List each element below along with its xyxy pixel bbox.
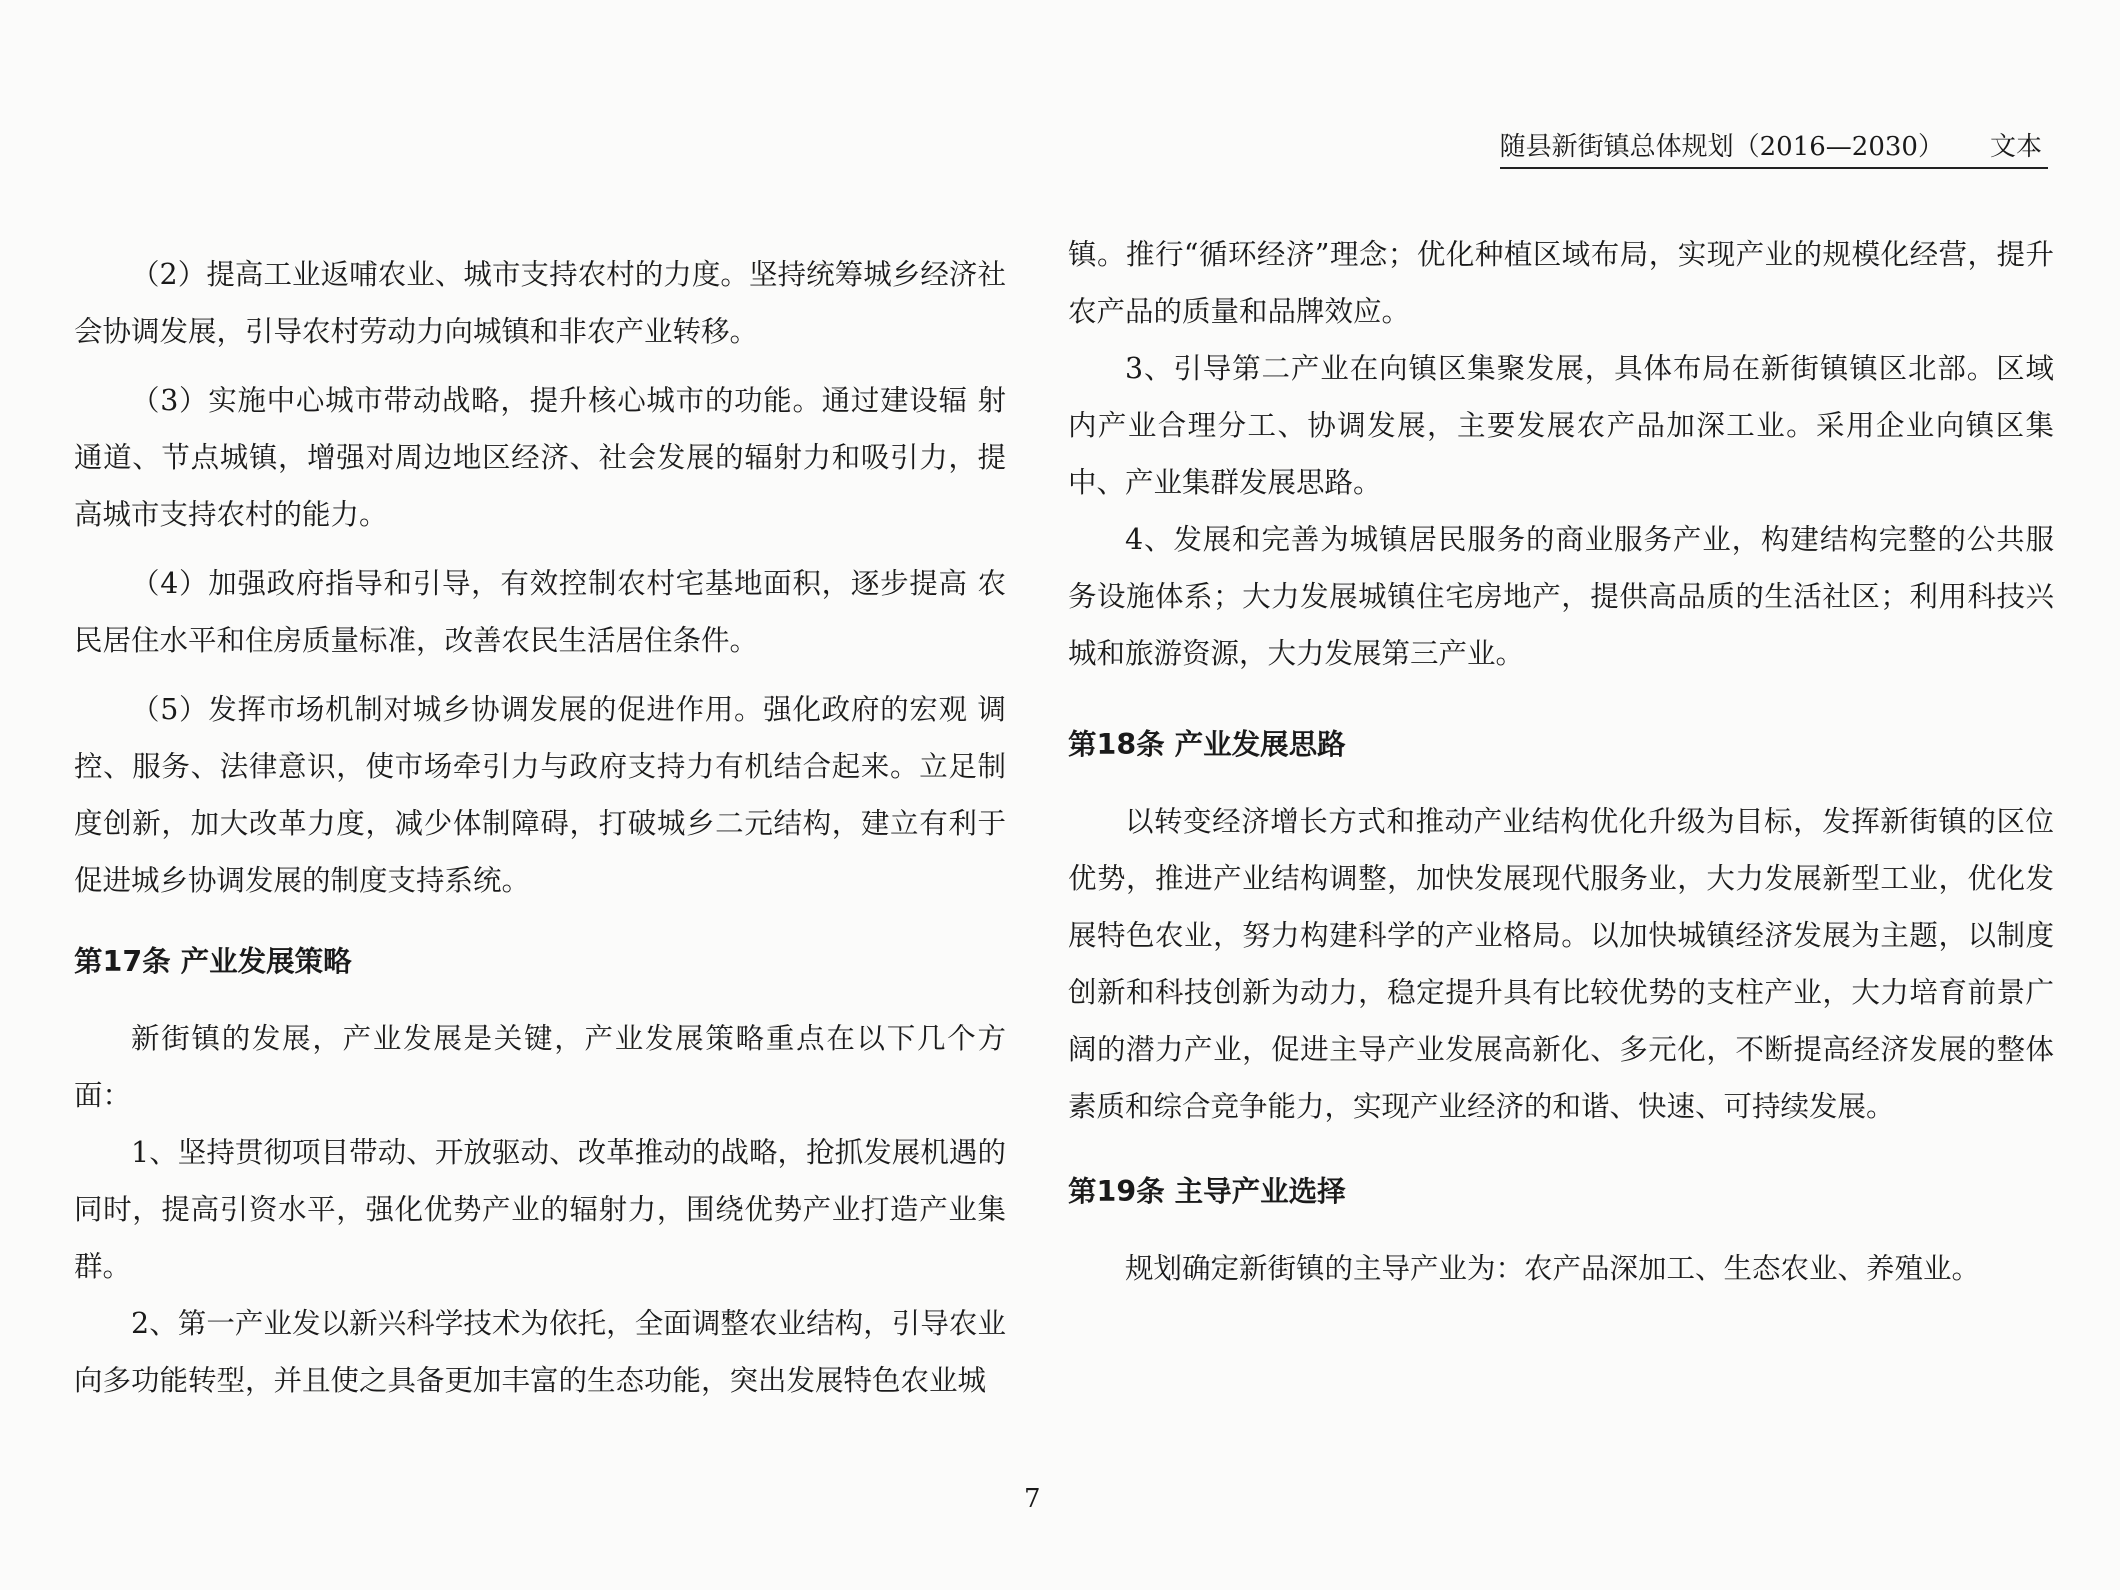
right-column [1068, 226, 2054, 1297]
section-heading-18: 第18条 产业发展思路 [1068, 728, 1346, 761]
paragraph: 2、第一产业发以新兴科学技术为依托，全面调整农业结构，引导农业向多功能转型，并且使之具备更加丰富的生态功能，突出发展特色农业城 [74, 1307, 1006, 1397]
paragraph: 3、引导第二产业在向镇区集聚发展，具体布局在新街镇镇区北部。区域内产业合理分工、协调发展，主要发展农产品加深工业。采用企业向镇区集中、产业集群发展思路。 [1068, 352, 2054, 499]
paragraph: （4）加强政府指导和引导，有效控制农村宅基地面积，逐步提高 农民居住水平和住房质量标准，改善农民生活居住条件。 [74, 567, 1006, 657]
left-column [74, 246, 1006, 1409]
paragraph: 规划确定新街镇的主导产业为：农产品深加工、生态农业、养殖业。 [1125, 1252, 1981, 1285]
section-heading-17: 第17条 产业发展策略 [74, 945, 352, 978]
section-heading-19: 第19条 主导产业选择 [1068, 1175, 1346, 1208]
paragraph: 1、坚持贯彻项目带动、开放驱动、改革推动的战略，抢抓发展机遇的同时，提高引资水平，强化优势产业的辐射力，围绕优势产业打造产业集群。 [74, 1136, 1006, 1283]
header-doc-type: 文本 [1989, 132, 2042, 162]
paragraph: 新街镇的发展，产业发展是关键，产业发展策略重点在以下几个方面： [74, 1022, 1006, 1112]
paragraph: 4、发展和完善为城镇居民服务的商业服务产业，构建结构完整的公共服务设施体系；大力发展城镇住宅房地产，提供高品质的生活社区；利用科技兴城和旅游资源，大力发展第三产业。 [1068, 523, 2054, 670]
paragraph-continued: 镇。推行“循环经济”理念；优化种植区域布局，实现产业的规模化经营，提升农产品的质量和品牌效应。 [1068, 238, 2054, 328]
paragraph: 以转变经济增长方式和推动产业结构优化升级为目标，发挥新街镇的区位优势，推进产业结构调整，加快发展现代服务业，大力发展新型工业，优化发展特色农业，努力构建科学的产业格局。以加快城镇经济发展为主题，以制度创新和科技创新为动力，稳定提升具有比较优势的支柱产业，大力培育前景广阔的潜力产业，促进主导产业发展高新化、多元化，不断提高经济发展的整体素质和综合竞争能力，实现产业经济的和谐、快速、可持续发展。 [1068, 805, 2054, 1123]
paragraph: （5）发挥市场机制对城乡协调发展的促进作用。强化政府的宏观 调控、服务、法律意识，使市场牵引力与政府支持力有机结合起来。立足制度创新，加大改革力度，减少体制障碍，打破城乡二元结构，建立有利于促进城乡协调发展的制度支持系统。 [74, 693, 1006, 897]
running-header [1500, 126, 2048, 169]
page-number: 7 [1024, 1484, 1041, 1514]
paragraph: （2）提高工业返哺农业、城市支持农村的力度。坚持统筹城乡经济社会协调发展，引导农村劳动力向城镇和非农产业转移。 [74, 258, 1006, 348]
header-title: 随县新街镇总体规划（2016—2030） [1499, 132, 1944, 162]
paragraph: （3）实施中心城市带动战略，提升核心城市的功能。通过建设辐 射通道、节点城镇，增强对周边地区经济、社会发展的辐射力和吸引力，提高城市支持农村的能力。 [74, 384, 1006, 531]
